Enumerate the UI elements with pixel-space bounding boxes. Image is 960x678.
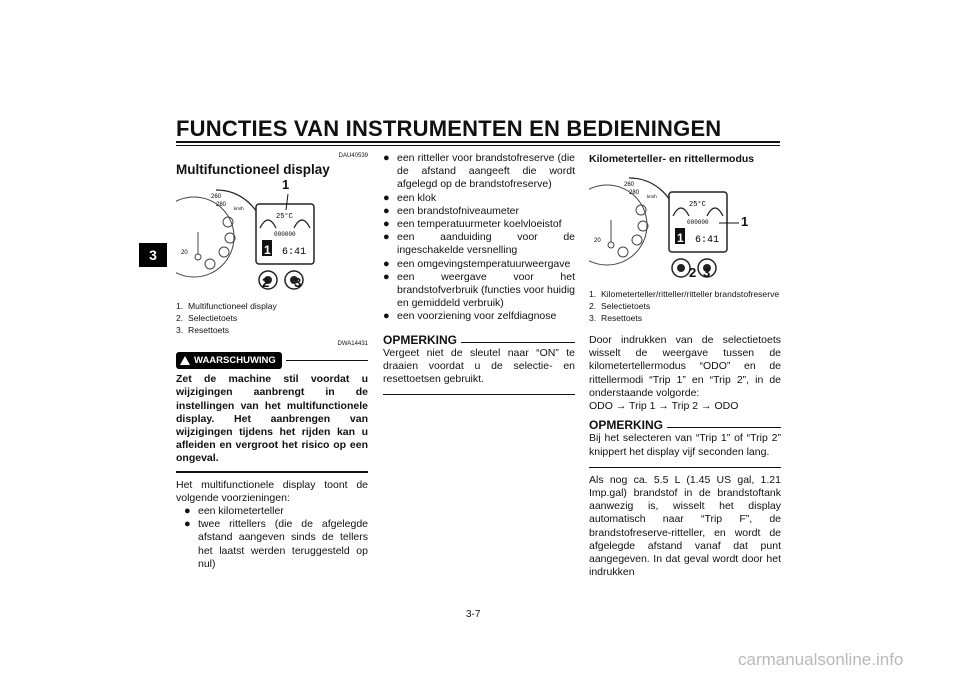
callout-2: 2 bbox=[262, 275, 270, 290]
gauge-tick-label: 20 bbox=[181, 250, 188, 256]
lcd-clock: 6:41 bbox=[695, 235, 720, 246]
caption-item: 3. Resettoets bbox=[589, 313, 643, 323]
speed-unit: km/h bbox=[647, 194, 657, 199]
gauge-tick-label: 260 bbox=[624, 182, 635, 188]
gauge-tick-label: 260 bbox=[211, 194, 222, 200]
instrument-panel-illustration bbox=[589, 170, 739, 280]
callout-1: 1 bbox=[282, 177, 290, 192]
mode-sequence: ODO → Trip 1 → Trip 2 → ODO bbox=[589, 400, 739, 413]
feature-list-cont bbox=[383, 152, 575, 324]
note-text: Bij het selecteren van “Trip 1” of “Trip 2” knippert het display vijf seconden lang. bbox=[589, 432, 781, 458]
gauge-tick-label: 280 bbox=[629, 190, 640, 196]
warning-code: DWA14431 bbox=[337, 341, 368, 347]
list-item: ● twee rittellers (die de afgelegde afstand aangeven sinds de tellers het laatst werden teruggesteld op nul) bbox=[184, 518, 368, 570]
title-rule bbox=[176, 141, 780, 143]
gauge-tick-label: 20 bbox=[594, 238, 601, 244]
list-item: ● een ritteller voor brandstofreserve (die de afstand aangeeft die wordt afgelegd op de brandstofreserve) bbox=[383, 152, 575, 191]
section-heading: Multifunctioneel display bbox=[176, 162, 330, 177]
list-item: ● een klok bbox=[383, 191, 437, 204]
note-rule bbox=[589, 467, 781, 468]
subsection-heading: Kilometerteller- en rittellermodus bbox=[589, 153, 755, 165]
paragraph: Als nog ca. 5.5 L (1.45 US gal, 1.21 Imp.gal) brandstof in de brandstoftank aanwezig is, wisselt het display automatisch naar “Trip F”, de brandstofreserve-ritteller, en wordt de afgelegde afstand vanaf dat punt aangegeven. In dat geval wordt door het indrukken bbox=[589, 473, 781, 579]
watermark: carmanualsonline.info bbox=[738, 650, 904, 669]
instrument-figure bbox=[176, 177, 326, 292]
gauge-tick-label: 280 bbox=[216, 202, 227, 208]
instrument-panel-illustration bbox=[176, 182, 326, 292]
feature-list bbox=[176, 505, 368, 571]
caption-item: 2. Selectietoets bbox=[589, 301, 651, 311]
lcd-odo: 000000 bbox=[274, 231, 296, 238]
note-label: OPMERKING bbox=[383, 332, 458, 347]
lcd-temp: 25°C bbox=[276, 213, 293, 221]
page-number: 3-7 bbox=[466, 609, 481, 620]
warning-rule bbox=[176, 471, 368, 473]
list-item: ● een brandstofniveaumeter bbox=[383, 204, 519, 217]
callout-1: 1 bbox=[741, 214, 749, 229]
lcd-gear: 1 bbox=[264, 243, 271, 257]
section-code: DAU40539 bbox=[338, 153, 368, 159]
list-item: ● een aanduiding voor de ingeschakelde versnelling bbox=[383, 231, 575, 257]
paragraph: Door indrukken van de selectietoets wisselt de weergave tussen de kilometertellermodus “ODO” en de rittellermodi “Trip 1” en “Trip 2”, in de onderstaande volgorde: bbox=[589, 334, 781, 399]
callout-3: 3 bbox=[703, 265, 711, 280]
lcd-clock: 6:41 bbox=[282, 247, 307, 258]
lcd-temp: 25°C bbox=[689, 201, 706, 209]
caption-item: 3. Resettoets bbox=[176, 325, 230, 335]
callout-2: 2 bbox=[689, 265, 697, 280]
note-rule bbox=[383, 394, 575, 395]
note-header bbox=[383, 334, 575, 347]
figure-caption bbox=[589, 288, 781, 324]
instrument-figure-2 bbox=[589, 170, 749, 280]
speed-unit: km/h bbox=[234, 206, 244, 211]
callout-3: 3 bbox=[294, 275, 302, 290]
list-item: ● een omgevingstemperatuurweergave bbox=[383, 257, 571, 270]
warning-header bbox=[176, 352, 368, 369]
list-item: ● een voorziening voor zelfdiagnose bbox=[383, 310, 557, 323]
note-text: Vergeet niet de sleutel naar “ON” te draaien voordat u de selectie- en resettoetsen gebruikt. bbox=[383, 346, 575, 386]
column-3 bbox=[589, 152, 781, 579]
warning-text: Zet de machine stil voordat u wijzigingen aanbrengt in de instellingen van het multifunctionele display. Het aanbrengen van wijzigingen tijdens het rijden kan u afleiden en vergroot het risico op een ongeval. bbox=[176, 373, 368, 465]
lcd-gear: 1 bbox=[677, 231, 684, 245]
warning-icon bbox=[180, 356, 190, 365]
column-2 bbox=[383, 152, 575, 401]
intro-text: Het multifunctionele display toont de volgende voorzieningen: bbox=[176, 478, 368, 504]
note-header bbox=[589, 419, 781, 432]
note-label: OPMERKING bbox=[589, 418, 664, 433]
lcd-odo: 000000 bbox=[687, 219, 709, 226]
caption-item: 1. Kilometerteller/ritteller/ritteller brandstofreserve bbox=[589, 289, 780, 299]
caption-item: 2. Selectietoets bbox=[176, 313, 238, 323]
page-title: FUNCTIES VAN INSTRUMENTEN EN BEDIENINGEN bbox=[176, 116, 722, 141]
caption-item: 1. Multifunctioneel display bbox=[176, 301, 277, 311]
list-item: ● een weergave voor het brandstofverbruik (functies voor huidig en gemiddeld verbruik) bbox=[383, 270, 576, 310]
figure-caption bbox=[176, 300, 368, 336]
column-1 bbox=[176, 152, 368, 571]
chapter-tab: 3 bbox=[139, 243, 167, 267]
warning-badge: WAARSCHUWING bbox=[176, 352, 282, 369]
list-item: ● een kilometerteller bbox=[184, 505, 284, 518]
list-item: ● een temperatuurmeter koelvloeistof bbox=[383, 218, 562, 231]
title-rule-thin bbox=[176, 145, 780, 146]
